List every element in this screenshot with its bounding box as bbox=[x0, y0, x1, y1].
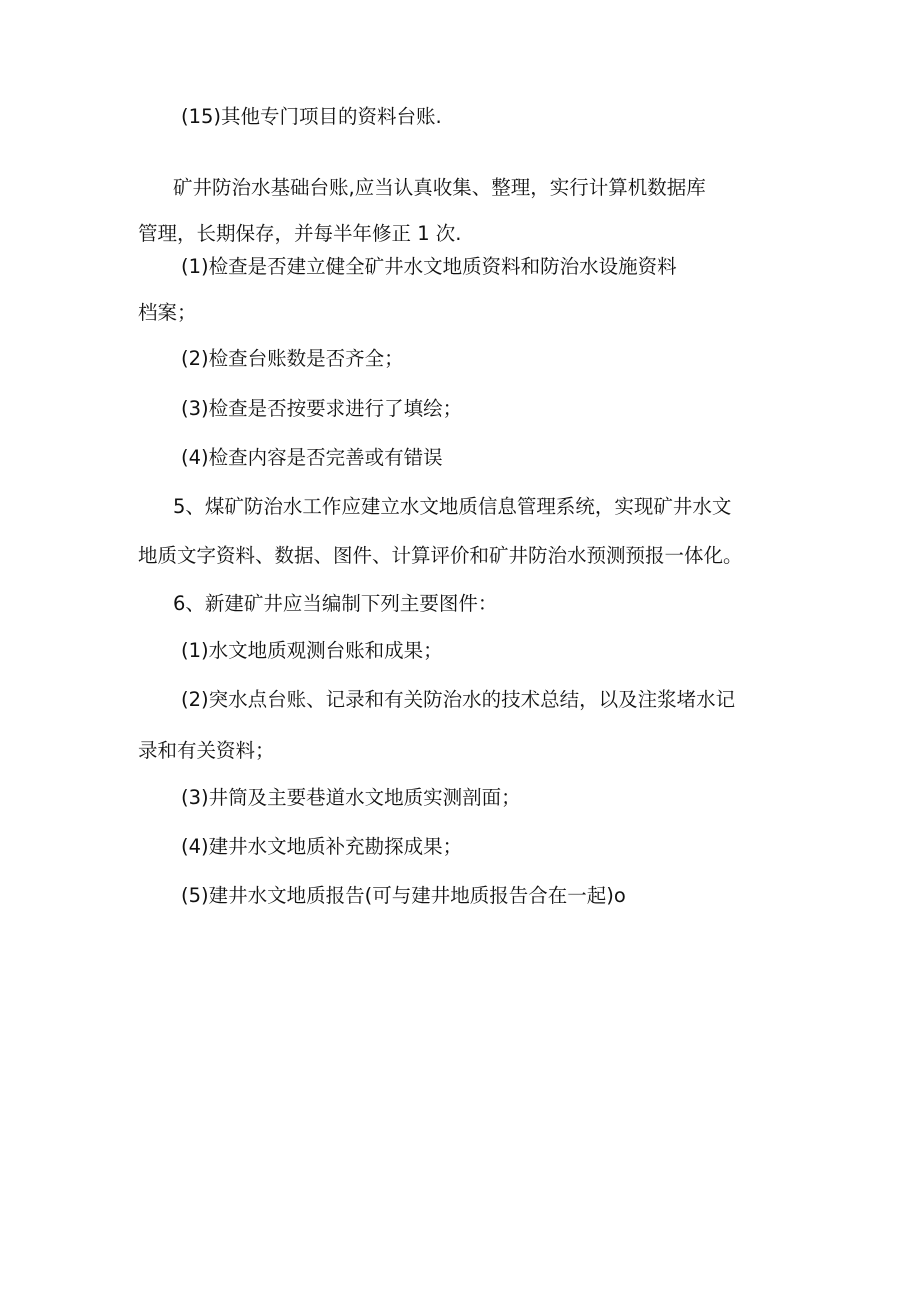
text-line: 录和有关资料； bbox=[138, 739, 275, 762]
text-line: 5、煤矿防治水工作应建立水文地质信息管理系统，实现矿井水文 bbox=[173, 495, 732, 518]
text-line: (2)突水点台账、记录和有关防治水的技术总结，以及注浆堵水记 bbox=[181, 688, 736, 711]
text-line: (1)检查是否建立健全矿井水文地质资料和防治水设施资料 bbox=[181, 255, 677, 278]
text-line: (2)检查台账数是否齐全； bbox=[181, 347, 404, 370]
text-line: (4)检查内容是否完善或有错误 bbox=[181, 446, 443, 469]
text-line: (5)建井水文地质报告(可与建井地质报告合在一起)o bbox=[181, 884, 626, 907]
text-line: 矿井防治水基础台账,应当认真收集、整理，实行计算机数据库 bbox=[173, 176, 706, 199]
text-line: (4)建井水文地质补充勘探成果； bbox=[181, 835, 463, 858]
text-line: (1)水文地质观测台账和成果； bbox=[181, 639, 443, 662]
text-line: (3)井筒及主要巷道水文地质实测剖面； bbox=[181, 786, 521, 809]
text-line: 地质文字资料、数据、图件、计算评价和矿井防治水预测预报一体化。 bbox=[138, 544, 743, 567]
text-line: 6、新建矿井应当编制下列主要图件： bbox=[173, 592, 498, 615]
text-line: 管理，长期保存，并每半年修正 1 次. bbox=[138, 222, 462, 245]
text-line: 档案； bbox=[138, 301, 197, 324]
text-line: (3)检查是否按要求进行了填绘； bbox=[181, 397, 463, 420]
text-line: (15)其他专门项目的资料台账. bbox=[181, 105, 442, 128]
